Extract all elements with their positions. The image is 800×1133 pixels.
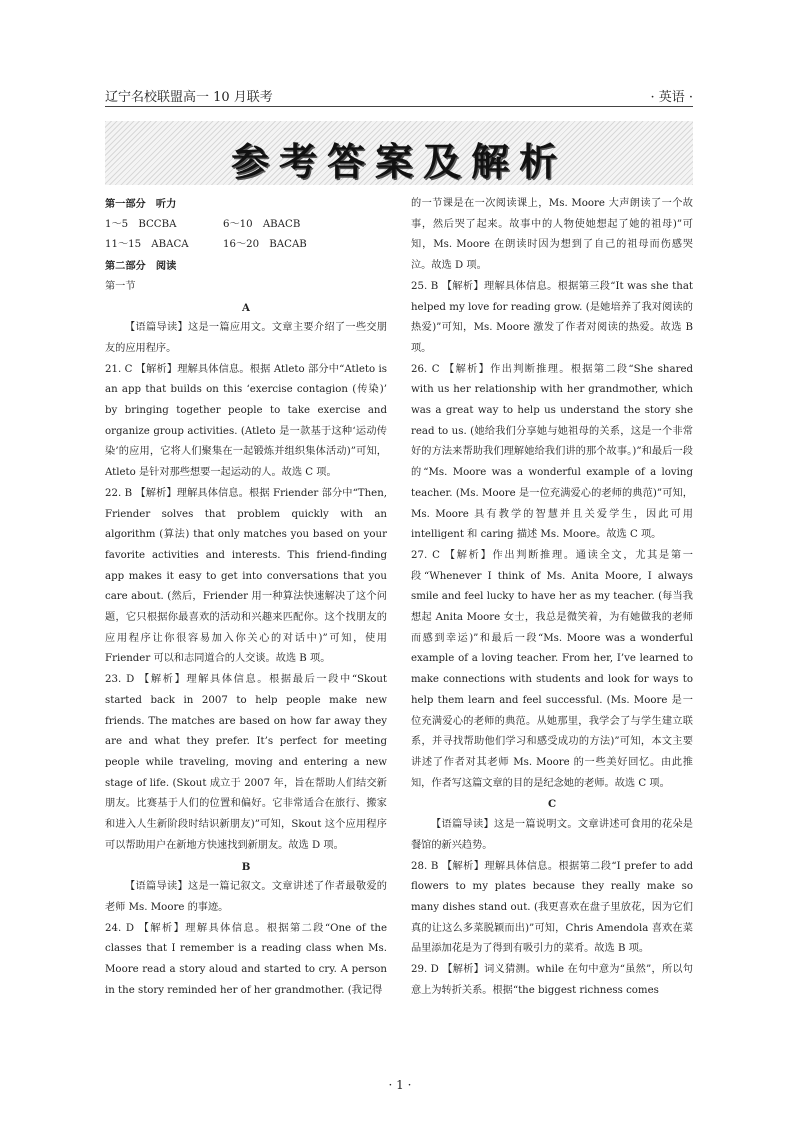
page-number: · 1 · bbox=[388, 1078, 412, 1092]
paragraph: 【语篇导读】这是一篇记叙文。文章讲述了作者最敬爱的老师 Ms. Moore 的事迹。 bbox=[105, 881, 387, 913]
paragraph: 【语篇导读】这是一篇说明文。文章讲述可食用的花朵是餐馆的新兴趋势。 bbox=[411, 819, 693, 851]
answer-group: 1～5 BCCBA bbox=[105, 218, 177, 230]
paragraph: 的一节课是在一次阅读课上，Ms. Moore 大声朗读了一个故事，然后哭了起来。故事中的人物使她想起了她的祖母)”可知，Ms. Moore 在朗读时因为想到了自己的祖母而伤感哭泣。故选 D 项。 bbox=[411, 198, 693, 272]
right-column bbox=[411, 194, 693, 1001]
paragraph: 28. B 【解析】理解具体信息。根据第二段“I prefer to add flowers to my plates because they really make so many dishes stand out. (我更喜欢在盘子里放花，因为它们真的让这么多菜脱颖而出)”可知，Chris Amendola 喜欢在菜品里添加花是为了得到有吸引力的菜肴。故选 B 项。 bbox=[411, 860, 693, 955]
section-heading: B bbox=[241, 860, 251, 873]
answer-group: 16～20 BACAB bbox=[223, 239, 307, 251]
paragraph: 第一节 bbox=[105, 280, 136, 292]
paragraph: 25. B 【解析】理解具体信息。根据第三段“It was she that helped my love for reading grow. (是她培养了我对阅读的热爱)”可知，Ms. Moore 激发了作者对阅读的热爱。故选 B 项。 bbox=[411, 280, 693, 354]
paragraph: 第二部分 阅读 bbox=[105, 260, 177, 273]
answer-group: 11～15 ABACA bbox=[105, 239, 189, 251]
title-banner bbox=[105, 121, 693, 185]
left-column bbox=[105, 194, 387, 1001]
paragraph: 24. D 【解析】理解具体信息。根据第二段“One of the classes that I remember is a reading class when Ms. Moore read a story aloud and started to cry. A person in the story reminded her of her grandmother. (我记得 bbox=[105, 922, 387, 996]
paragraph: 23. D 【解析】理解具体信息。根据最后一段中“Skout started back in 2007 to help people make new friends. The matches are based on how far away they are and what they prefer. It’s perfect for meeting people while traveling, moving and entering a new stage of life. (Skout 成立于 2007 年，旨在帮助人们结交新朋友。比赛基于人们的位置和偏好。它非常适合在旅行、搬家和进入人生新阶段时结识新朋友)”可知，Skout 这个应用程序可以帮助用户在新地方快速找到新朋友。故选 D 项。 bbox=[105, 674, 387, 851]
paragraph: 29. D 【解析】词义猜测。while 在句中意为“虽然”，所以句意上为转折关系。根据“the biggest richness comes bbox=[411, 964, 693, 996]
paragraph: 21. C 【解析】理解具体信息。根据 Atleto 部分中“Atleto is an app that builds on this ‘exercise contagion (传染)’ by bringing together people to take exercise and organize group activities. (Atleto 是一款基于这种‘运动传染’的应用，它将人们聚集在一起锻炼并组织集体活动)”可知，Atleto 是针对那些想要一起运动的人。故选 C 项。 bbox=[105, 363, 387, 479]
section-heading: A bbox=[242, 301, 250, 314]
subject-label: · 英语 · bbox=[650, 90, 693, 105]
paragraph: 【语篇导读】这是一篇应用文。文章主要介绍了一些交朋友的应用程序。 bbox=[105, 322, 387, 354]
paragraph: 26. C 【解析】作出判断推理。根据第二段“She shared with us her relationship with her grandmother, which was a great way to help us understand the story she read to us. (她给我们分享她与她祖母的关系，这是一个非常好的方法来帮助我们理解她给我们讲的那个故事。)”和最后一段的“Ms. Moore was a wonderful example of a loving teacher. (Ms. Moore 是一位充满爱心的老师的典范)”可知，Ms. Moore 具有教学的智慧并且关爱学生，因此可用 intelligent 和 caring 描述 Ms. Moore。故选 C 项。 bbox=[411, 363, 693, 541]
page-header bbox=[105, 86, 693, 107]
answer-row bbox=[105, 215, 387, 236]
answer-group: 6～10 ABACB bbox=[223, 218, 301, 230]
answer-row bbox=[105, 235, 387, 256]
page-title: 参考答案及解析 bbox=[230, 139, 567, 184]
paragraph: 22. B 【解析】理解具体信息。根据 Friender 部分中“Then, Friender solves that problem quickly with an algorithm (算法) that only matches you based on your favorite activities and interests. This friend-finding app makes it easy to get into conversations that you care about. (然后，Friender 用一种算法快速解决了这个问题，它只根据你最喜欢的活动和兴趣来匹配你。这个找朋友的应用程序让你很容易加入你关心的对话中)”可知，使用 Friender 可以和志同道合的人交谈。故选 B 项。 bbox=[105, 487, 387, 665]
paragraph: 27. C 【解析】作出判断推理。通读全文，尤其是第一段“Whenever I think of Ms. Anita Moore, I always smile and feel lucky to have her as my teacher. (每当我想起 Anita Moore 女士，我总是微笑着，为有她做我的老师而感到幸运)”和最后一段“Ms. Moore was a wonderful example of a loving teacher. From her, I’ve learned to make connections with students and look for ways to help them learn and feel successful. (Ms. Moore 是一位充满爱心的老师的典范。从她那里，我学会了与学生建立联系，并寻找帮助他们学习和感受成功的方法)”可知，本文主要讲述了作者对其老师 Ms. Moore 的一些美好回忆。由此推知，作者写这篇文章的目的是纪念她的老师。故选 C 项。 bbox=[411, 549, 693, 789]
section-heading: C bbox=[547, 798, 557, 811]
exam-name: 辽宁名校联盟高一 10 月联考 bbox=[105, 90, 273, 105]
paragraph: 第一部分 听力 bbox=[105, 198, 177, 210]
